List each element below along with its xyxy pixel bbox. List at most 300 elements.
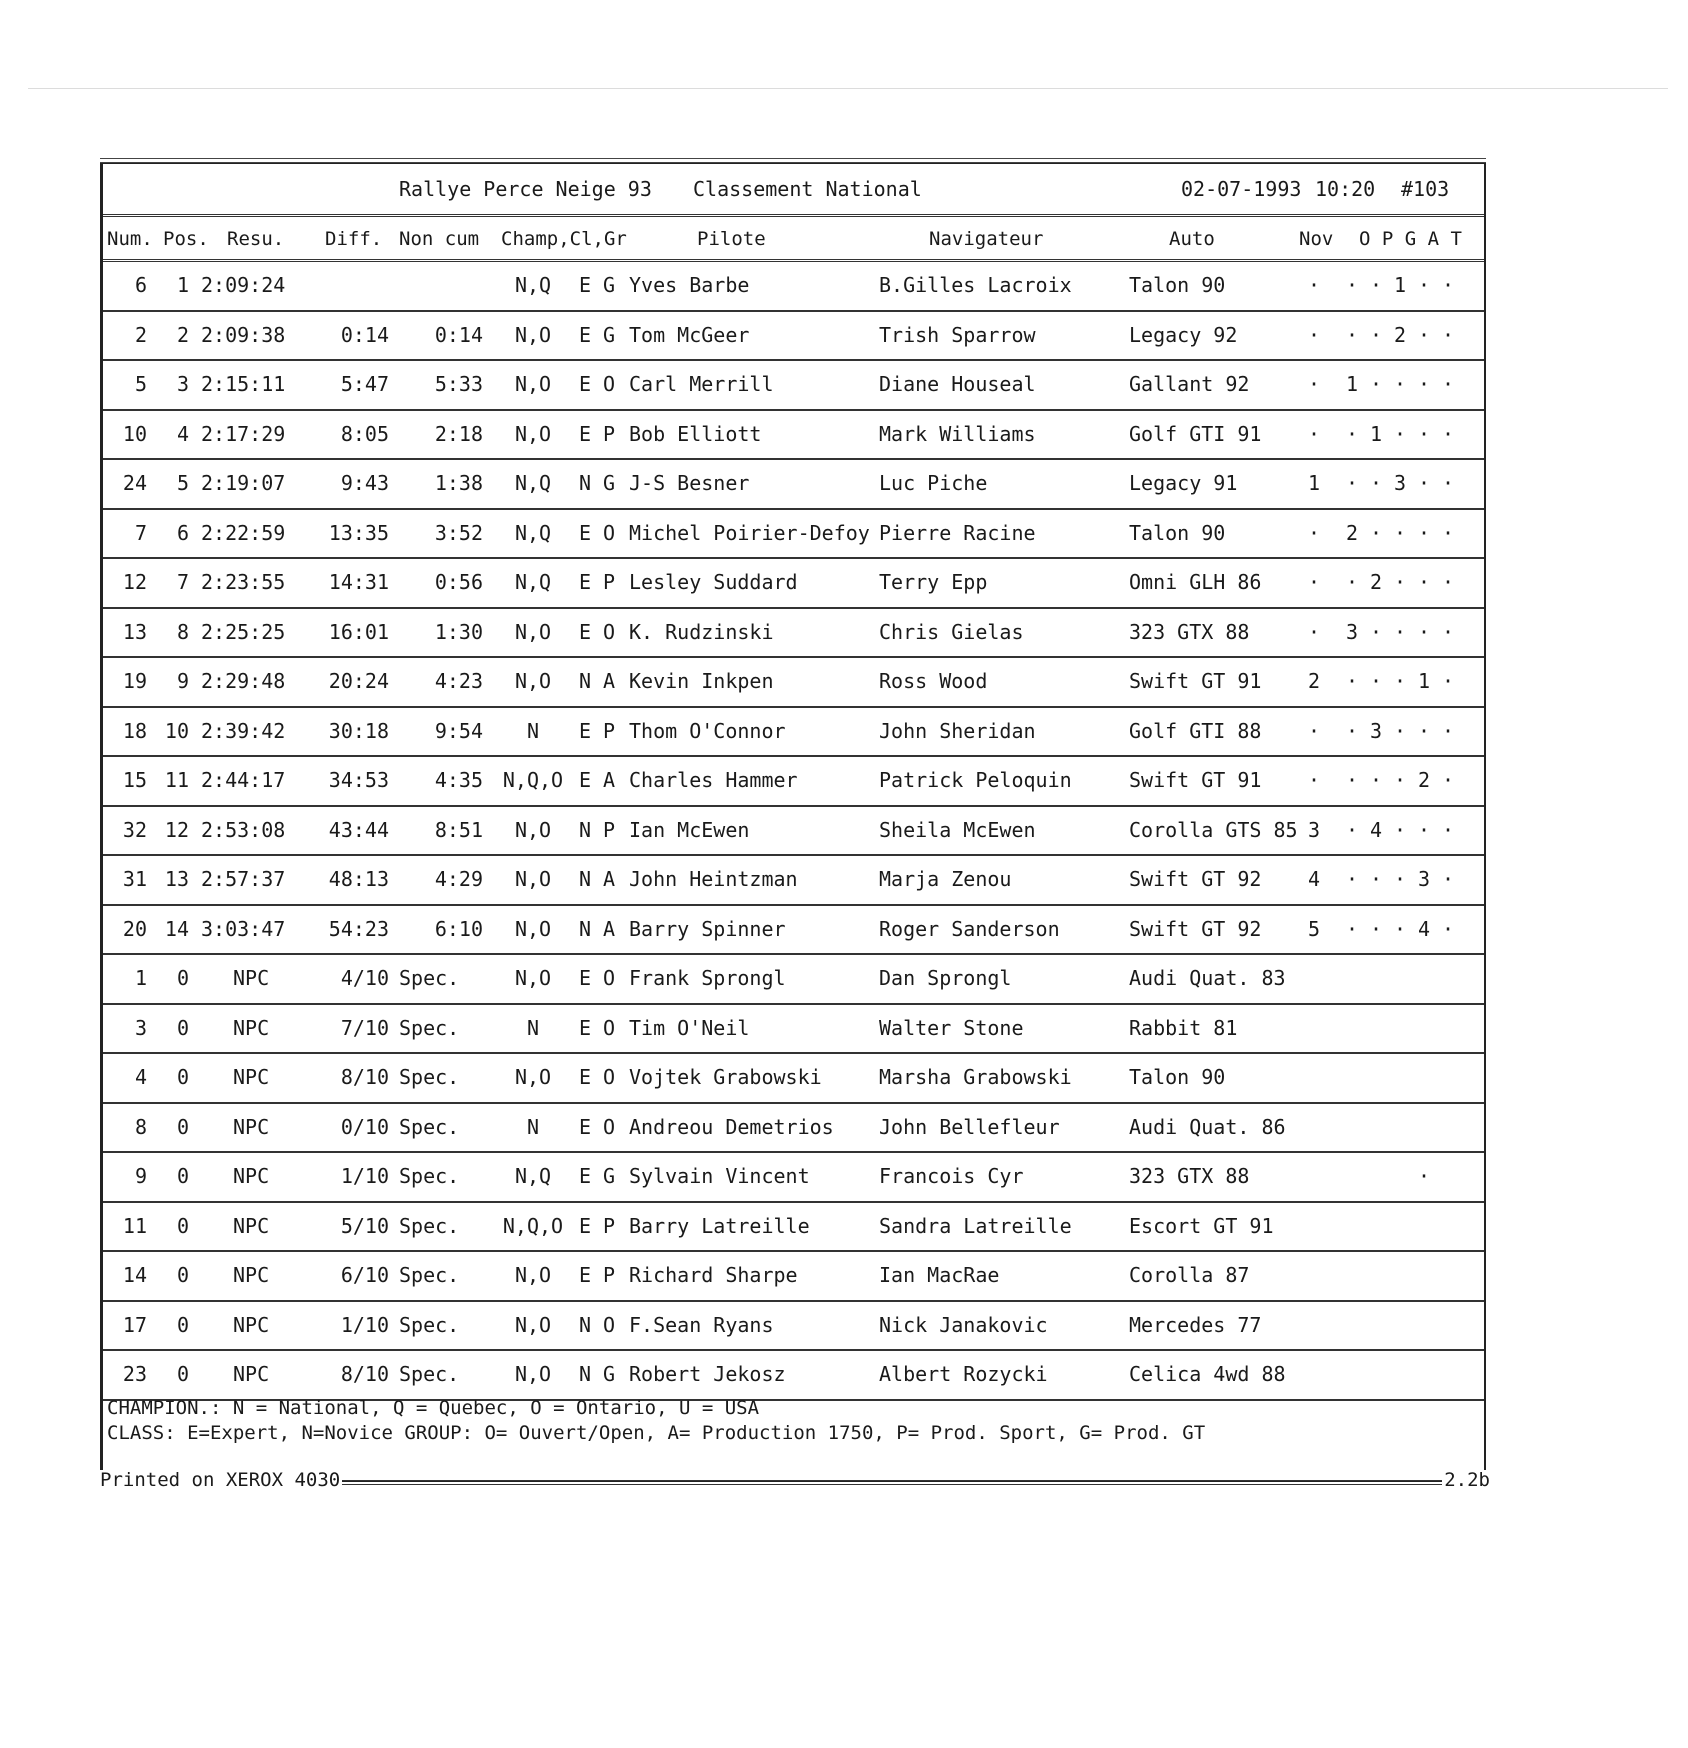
top-border — [100, 158, 1486, 163]
row-pilote: Tim O'Neil — [629, 1015, 750, 1040]
row-p: 1 — [1369, 421, 1383, 446]
row-pilote: Sylvain Vincent — [629, 1164, 810, 1188]
row-result: 2:57:37 — [201, 867, 286, 891]
table-row — [103, 609, 1484, 659]
row-nov: 2 — [1307, 669, 1321, 693]
row-class: N — [578, 867, 592, 891]
row-auto: 323 GTX 88 — [1129, 1164, 1250, 1188]
table-row — [103, 1153, 1484, 1203]
row-class: E — [578, 273, 592, 297]
col-pilote: Pilote — [697, 228, 766, 250]
row-navigateur: Marja Zenou — [879, 867, 1012, 891]
col-num: Num. — [107, 228, 153, 250]
row-group: G — [602, 471, 616, 495]
row-num: 31 — [122, 867, 147, 891]
row-navigateur: Patrick Peloquin — [879, 768, 1072, 792]
row-auto: Escort GT 91 — [1129, 1213, 1274, 1238]
row-diff: 5:47 — [340, 372, 389, 396]
row-group: A — [602, 768, 616, 792]
row-navigateur: Ian MacRae — [879, 1263, 1000, 1287]
row-num: 24 — [122, 471, 147, 495]
row-pilote: Michel Poirier-Defoy — [629, 520, 870, 545]
row-group: O — [602, 619, 616, 644]
row-t: · — [1441, 916, 1455, 941]
row-o: · — [1345, 718, 1359, 743]
row-auto: Swift GT 91 — [1129, 669, 1262, 693]
row-group: O — [602, 966, 616, 990]
row-diff: 0/10 — [340, 1114, 389, 1139]
row-a: · — [1417, 372, 1431, 396]
row-class: N — [578, 471, 592, 495]
row-noncum: 1:38 — [434, 471, 483, 495]
row-nov: 3 — [1307, 817, 1321, 842]
row-nov: · — [1307, 273, 1321, 297]
row-class: E — [578, 372, 592, 396]
row-t: · — [1441, 471, 1455, 495]
row-noncum: 9:54 — [434, 718, 483, 743]
row-diff: 20:24 — [328, 669, 389, 693]
row-pos: 10 — [164, 718, 189, 743]
col-nov: Nov — [1299, 228, 1334, 250]
col-auto: Auto — [1169, 228, 1215, 250]
row-pos: 13 — [164, 867, 189, 891]
row-g: · — [1393, 372, 1407, 396]
row-group: G — [602, 273, 616, 297]
table-row — [103, 460, 1484, 510]
row-a: 4 — [1417, 916, 1431, 941]
row-champ: N — [526, 718, 540, 743]
row-noncum: 4:23 — [434, 669, 483, 693]
row-noncum: 1:30 — [434, 619, 483, 644]
row-nov: · — [1307, 718, 1321, 743]
row-result: 2:09:24 — [201, 273, 286, 297]
legend-class-group: CLASS: E=Expert, N=Novice GROUP: O= Ouvert/Open, A= Production 1750, P= Prod. Sport, G= Prod. GT — [107, 1422, 1206, 1444]
table-row — [103, 510, 1484, 560]
row-navigateur: Roger Sanderson — [879, 916, 1060, 941]
row-champ: N,Q — [514, 471, 552, 495]
row-noncum: 4:35 — [434, 768, 483, 792]
row-nov: 1 — [1307, 471, 1321, 495]
row-g: 3 — [1393, 471, 1407, 495]
row-t: · — [1441, 718, 1455, 743]
row-group: O — [602, 1312, 616, 1337]
row-class: E — [578, 966, 592, 990]
row-g: 2 — [1393, 322, 1407, 347]
row-group: P — [602, 570, 616, 594]
row-o: · — [1345, 916, 1359, 941]
row-t: · — [1441, 669, 1455, 693]
row-o: · — [1345, 867, 1359, 891]
row-result: NPC — [233, 1312, 270, 1337]
row-group: G — [602, 322, 616, 347]
row-nov: · — [1307, 421, 1321, 446]
row-group: G — [602, 1362, 616, 1386]
row-diff: 9:43 — [340, 471, 389, 495]
row-navigateur: Marsha Grabowski — [879, 1065, 1072, 1089]
row-o: · — [1345, 273, 1359, 297]
row-pilote: Robert Jekosz — [629, 1362, 786, 1386]
table-row — [103, 559, 1484, 609]
row-p: · — [1369, 471, 1383, 495]
row-class: E — [578, 1263, 592, 1287]
row-o: · — [1345, 669, 1359, 693]
row-navigateur: John Bellefleur — [879, 1114, 1060, 1139]
row-noncum: Spec. — [399, 1362, 460, 1386]
row-num: 6 — [134, 273, 147, 297]
row-champ: N,O — [514, 372, 552, 396]
row-class: N — [578, 1362, 592, 1386]
row-auto: Omni GLH 86 — [1129, 570, 1262, 594]
row-auto: Legacy 92 — [1129, 322, 1238, 347]
row-num: 12 — [122, 570, 147, 594]
row-group: G — [602, 1164, 616, 1188]
row-navigateur: Sandra Latreille — [879, 1213, 1072, 1238]
row-t: · — [1441, 322, 1455, 347]
row-navigateur: Luc Piche — [879, 471, 988, 495]
row-noncum: Spec. — [399, 966, 460, 990]
table-row — [103, 1203, 1484, 1253]
row-o: · — [1345, 570, 1359, 594]
row-champ: N,O — [514, 669, 552, 693]
table-row — [103, 1005, 1484, 1055]
row-pilote: Charles Hammer — [629, 768, 798, 792]
row-diff: 6/10 — [340, 1263, 389, 1287]
row-noncum: Spec. — [399, 1312, 460, 1337]
table-row — [103, 856, 1484, 906]
row-class: E — [578, 619, 592, 644]
row-num: 1 — [134, 966, 147, 990]
row-result: 2:19:07 — [201, 471, 286, 495]
row-group: O — [602, 1114, 616, 1139]
row-pos: 4 — [176, 421, 189, 446]
row-result: NPC — [233, 966, 270, 990]
row-auto: Talon 90 — [1129, 273, 1226, 297]
row-a: · — [1417, 421, 1431, 446]
row-pos: 5 — [176, 471, 189, 495]
row-a: · — [1417, 817, 1431, 842]
row-auto: Mercedes 77 — [1129, 1312, 1262, 1337]
row-champ: N,O — [514, 1065, 552, 1089]
row-noncum: Spec. — [399, 1114, 460, 1139]
row-class: E — [578, 520, 592, 545]
row-group: A — [602, 669, 616, 693]
row-auto: Audi Quat. 86 — [1129, 1114, 1286, 1139]
row-auto: Corolla GTS 85 — [1129, 817, 1298, 842]
row-o: · — [1345, 817, 1359, 842]
row-p: · — [1369, 273, 1383, 297]
row-champ: N,O — [514, 1263, 552, 1287]
row-champ: N,Q — [514, 520, 552, 545]
row-navigateur: Walter Stone — [879, 1015, 1024, 1040]
row-p: · — [1369, 669, 1383, 693]
report-date: 02-07-1993 — [1181, 177, 1302, 201]
row-a: · — [1417, 718, 1431, 743]
row-a: · — [1417, 1164, 1431, 1188]
row-class: E — [578, 1015, 592, 1040]
col-pos: Pos. — [163, 228, 209, 250]
row-num: 19 — [122, 669, 147, 693]
row-a: · — [1417, 322, 1431, 347]
row-diff: 43:44 — [328, 817, 389, 842]
row-a: · — [1417, 619, 1431, 644]
row-auto: Talon 90 — [1129, 520, 1226, 545]
row-noncum: 2:18 — [434, 421, 483, 446]
row-group: P — [602, 817, 616, 842]
row-pos: 0 — [176, 1164, 189, 1188]
report-number: #103 — [1401, 177, 1450, 201]
row-champ: N,Q — [514, 570, 552, 594]
row-diff: 54:23 — [328, 916, 389, 941]
row-champ: N,Q,O — [502, 768, 564, 792]
row-a: 1 — [1417, 669, 1431, 693]
row-num: 20 — [122, 916, 147, 941]
row-pilote: Kevin Inkpen — [629, 669, 774, 693]
row-group: P — [602, 421, 616, 446]
row-g: · — [1393, 916, 1407, 941]
row-champ: N,O — [514, 966, 552, 990]
row-champ: N,O — [514, 1362, 552, 1386]
row-num: 15 — [122, 768, 147, 792]
table-row — [103, 1054, 1484, 1104]
row-result: NPC — [233, 1362, 270, 1386]
row-t: · — [1441, 619, 1455, 644]
row-pilote: Carl Merrill — [629, 372, 774, 396]
row-nov: · — [1307, 322, 1321, 347]
report-title-row — [103, 164, 1484, 214]
report-time: 10:20 — [1315, 177, 1376, 201]
row-o: 1 — [1345, 372, 1359, 396]
row-champ: N,O — [514, 1312, 552, 1337]
row-result: 3:03:47 — [201, 916, 286, 941]
row-diff: 48:13 — [328, 867, 389, 891]
row-num: 7 — [134, 520, 147, 545]
row-diff: 13:35 — [328, 520, 389, 545]
row-class: E — [578, 1164, 592, 1188]
row-diff: 30:18 — [328, 718, 389, 743]
row-p: 4 — [1369, 817, 1383, 842]
table-row — [103, 708, 1484, 758]
row-class: E — [578, 1065, 592, 1089]
col-champ: Champ,Cl,Gr — [501, 228, 627, 250]
row-noncum: Spec. — [399, 1164, 460, 1188]
row-result: NPC — [233, 1164, 270, 1188]
row-pos: 14 — [164, 916, 189, 941]
row-nov: · — [1307, 619, 1321, 644]
row-group: O — [602, 520, 616, 545]
row-result: 2:17:29 — [201, 421, 286, 446]
row-class: E — [578, 718, 592, 743]
footer — [100, 1470, 1490, 1490]
col-resu: Resu. — [227, 228, 285, 250]
row-pos: 2 — [176, 322, 189, 347]
row-group: O — [602, 1065, 616, 1089]
row-pilote: Barry Spinner — [629, 916, 786, 941]
row-num: 10 — [122, 421, 147, 446]
row-champ: N,O — [514, 916, 552, 941]
row-noncum: 5:33 — [434, 372, 483, 396]
row-group: P — [602, 1263, 616, 1287]
row-navigateur: Nick Janakovic — [879, 1312, 1048, 1337]
row-navigateur: Sheila McEwen — [879, 817, 1036, 842]
row-auto: Swift GT 92 — [1129, 916, 1262, 941]
row-t: · — [1441, 570, 1455, 594]
row-result: 2:09:38 — [201, 322, 286, 347]
row-pos: 0 — [176, 966, 189, 990]
row-num: 5 — [134, 372, 147, 396]
row-p: · — [1369, 619, 1383, 644]
row-champ: N,O — [514, 421, 552, 446]
row-group: O — [602, 1015, 616, 1040]
row-class: E — [578, 1114, 592, 1139]
row-navigateur: John Sheridan — [879, 718, 1036, 743]
row-noncum: Spec. — [399, 1015, 460, 1040]
row-a: · — [1417, 570, 1431, 594]
row-noncum: 0:14 — [434, 322, 483, 347]
row-navigateur: B.Gilles Lacroix — [879, 273, 1072, 297]
table-row — [103, 658, 1484, 708]
row-nov: 4 — [1307, 867, 1321, 891]
row-p: · — [1369, 322, 1383, 347]
row-result: NPC — [233, 1015, 270, 1040]
row-num: 9 — [134, 1164, 147, 1188]
row-g: · — [1393, 520, 1407, 545]
row-g: · — [1393, 768, 1407, 792]
row-nov: · — [1307, 570, 1321, 594]
row-noncum: Spec. — [399, 1263, 460, 1287]
row-o: · — [1345, 421, 1359, 446]
row-champ: N,O — [514, 619, 552, 644]
table-row — [103, 955, 1484, 1005]
row-pilote: John Heintzman — [629, 867, 798, 891]
row-g: · — [1393, 817, 1407, 842]
row-result: NPC — [233, 1114, 270, 1139]
scan-artifact-line — [28, 88, 1668, 89]
legend — [107, 1396, 1205, 1446]
row-o: 3 — [1345, 619, 1359, 644]
row-pos: 0 — [176, 1263, 189, 1287]
row-num: 11 — [122, 1213, 147, 1238]
table-row — [103, 312, 1484, 362]
row-navigateur: Ross Wood — [879, 669, 988, 693]
table-row — [103, 361, 1484, 411]
row-result: 2:22:59 — [201, 520, 286, 545]
row-g: · — [1393, 421, 1407, 446]
row-group: P — [602, 718, 616, 743]
table-row — [103, 1302, 1484, 1352]
row-navigateur: Trish Sparrow — [879, 322, 1036, 347]
table-row — [103, 807, 1484, 857]
row-champ: N,Q,O — [502, 1213, 564, 1238]
row-class: N — [578, 669, 592, 693]
row-num: 2 — [134, 322, 147, 347]
row-pos: 7 — [176, 570, 189, 594]
row-result: 2:15:11 — [201, 372, 286, 396]
row-diff: 1/10 — [340, 1164, 389, 1188]
row-p: · — [1369, 867, 1383, 891]
row-result: NPC — [233, 1263, 270, 1287]
row-p: · — [1369, 768, 1383, 792]
row-diff: 8/10 — [340, 1362, 389, 1386]
results-report — [100, 162, 1490, 1491]
row-champ: N,O — [514, 867, 552, 891]
row-diff: 34:53 — [328, 768, 389, 792]
row-num: 3 — [134, 1015, 147, 1040]
row-group: A — [602, 916, 616, 941]
table-row — [103, 1351, 1484, 1401]
row-pos: 8 — [176, 619, 189, 644]
row-p: 2 — [1369, 570, 1383, 594]
row-auto: 323 GTX 88 — [1129, 619, 1250, 644]
row-auto: Swift GT 91 — [1129, 768, 1262, 792]
row-champ: N,Q — [514, 273, 552, 297]
row-nov: · — [1307, 520, 1321, 545]
row-auto: Rabbit 81 — [1129, 1015, 1238, 1040]
printed-on: Printed on XEROX 4030 — [100, 1469, 341, 1491]
row-pilote: Lesley Suddard — [629, 570, 798, 594]
row-o: 2 — [1345, 520, 1359, 545]
row-noncum: Spec. — [399, 1065, 460, 1089]
row-pos: 3 — [176, 372, 189, 396]
row-diff: 4/10 — [340, 966, 389, 990]
row-navigateur: Francois Cyr — [879, 1164, 1024, 1188]
row-auto: Audi Quat. 83 — [1129, 966, 1286, 990]
row-pos: 0 — [176, 1213, 189, 1238]
row-p: · — [1369, 372, 1383, 396]
row-champ: N,O — [514, 817, 552, 842]
row-pilote: Tom McGeer — [629, 322, 750, 347]
row-noncum: 3:52 — [434, 520, 483, 545]
legend-champion: CHAMPION.: N = National, Q = Quebec, O = Ontario, U = USA — [107, 1397, 760, 1419]
row-pilote: Barry Latreille — [629, 1213, 810, 1238]
row-navigateur: Albert Rozycki — [879, 1362, 1048, 1386]
row-diff: 7/10 — [340, 1015, 389, 1040]
row-class: E — [578, 768, 592, 792]
row-t: · — [1441, 768, 1455, 792]
row-g: · — [1393, 570, 1407, 594]
row-class: E — [578, 322, 592, 347]
row-noncum: 4:29 — [434, 867, 483, 891]
row-a: 2 — [1417, 768, 1431, 792]
row-auto: Corolla 87 — [1129, 1263, 1250, 1287]
row-g: · — [1393, 867, 1407, 891]
row-pilote: Frank Sprongl — [629, 966, 786, 990]
row-pilote: Yves Barbe — [629, 273, 750, 297]
row-champ: N — [526, 1114, 540, 1139]
table-row — [103, 1104, 1484, 1154]
row-class: N — [578, 817, 592, 842]
row-a: · — [1417, 273, 1431, 297]
row-auto: Celica 4wd 88 — [1129, 1362, 1286, 1386]
table-row — [103, 262, 1484, 312]
row-noncum: 0:56 — [434, 570, 483, 594]
table-row — [103, 1252, 1484, 1302]
row-num: 4 — [134, 1065, 147, 1089]
row-pilote: J-S Besner — [629, 471, 750, 495]
row-navigateur: Terry Epp — [879, 570, 988, 594]
col-noncum: Non cum — [399, 228, 480, 250]
row-pos: 0 — [176, 1015, 189, 1040]
row-result: 2:25:25 — [201, 619, 286, 644]
row-champ: N,O — [514, 322, 552, 347]
row-diff: 8:05 — [340, 421, 389, 446]
row-class: E — [578, 570, 592, 594]
row-g: · — [1393, 718, 1407, 743]
row-g: 1 — [1393, 273, 1407, 297]
row-o: · — [1345, 471, 1359, 495]
row-t: · — [1441, 273, 1455, 297]
row-noncum: 8:51 — [434, 817, 483, 842]
table-row — [103, 757, 1484, 807]
